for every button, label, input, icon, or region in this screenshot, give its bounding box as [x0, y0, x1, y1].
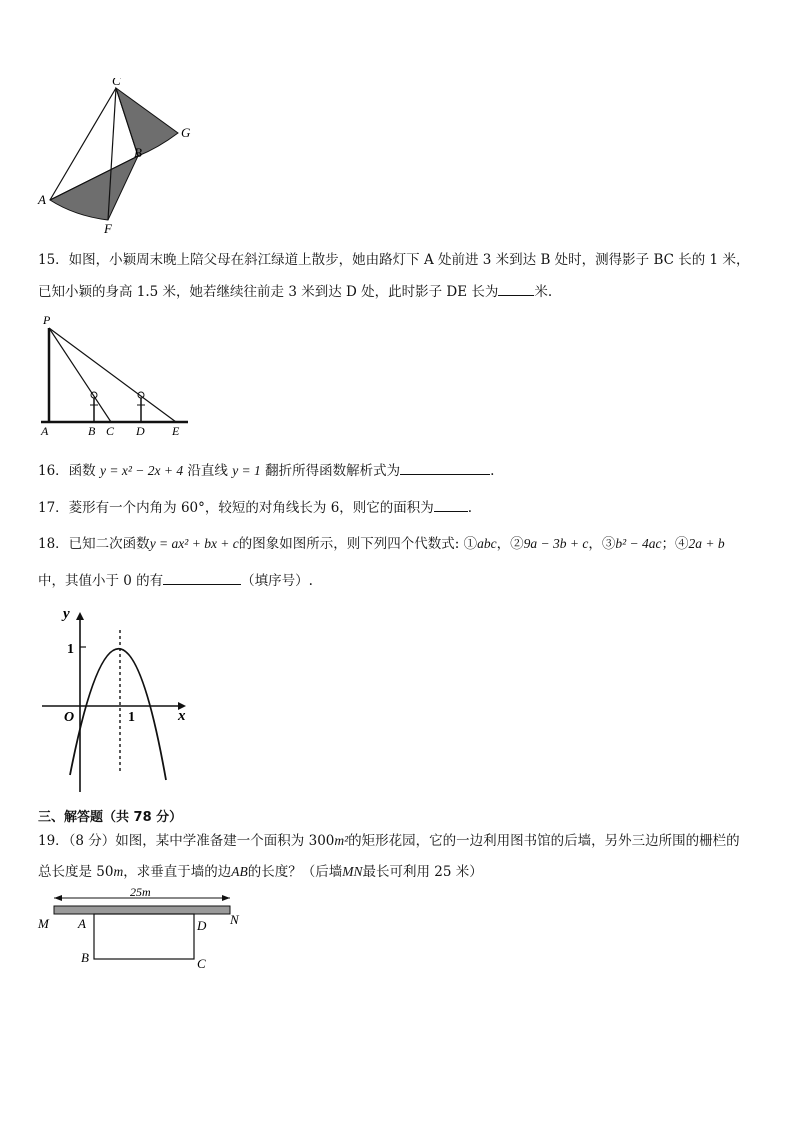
label-origin: O — [64, 710, 75, 725]
dimension-arrow-right — [222, 895, 230, 901]
library-wall-mn — [54, 906, 230, 914]
label-c: C — [197, 956, 206, 971]
question-18-line-1: 18．已知二次函数y = ax² + bx + c的图象如图所示，则下列四个代数式: ①abc，②9a − 3b + c，③b² − 4ac；④2a + b — [38, 536, 725, 552]
dimension-arrow-left — [54, 895, 62, 901]
label-length: 25m — [130, 885, 151, 899]
figure-14-triangle-sectors — [30, 78, 200, 238]
question-15-line-2: 已知小颖的身高 1.5 米，她若继续往前走 3 米到达 D 处，此时影子 DE 长为 米. — [38, 281, 552, 302]
label-y: y — [63, 606, 70, 622]
label-b: B — [81, 950, 89, 965]
answer-blank-18[interactable] — [163, 570, 241, 585]
section-3-title: 三、解答题（共 78 分） — [38, 810, 183, 825]
label-g: G — [181, 125, 191, 140]
label-c: C — [112, 78, 121, 88]
figure-18-parabola — [36, 600, 196, 800]
garden-rectangle — [94, 914, 194, 959]
question-15-line-1: 15．如图，小颖周末晚上陪父母在斜江绿道上散步，她由路灯下 A 处前进 3 米到达 B 处时，测得影子 BC 长的 1 米， — [38, 252, 750, 268]
label-a: A — [38, 192, 46, 207]
label-p: P — [43, 313, 51, 327]
y-axis-arrow — [76, 612, 84, 620]
label-c: C — [106, 424, 115, 438]
question-18-line-2: 中，其值小于 0 的有 （填序号）. — [38, 570, 313, 591]
light-ray-to-e — [49, 328, 176, 422]
label-e: E — [172, 424, 180, 438]
answer-blank-15[interactable] — [498, 281, 534, 296]
label-one-y: 1 — [67, 642, 74, 657]
label-n: N — [230, 912, 239, 927]
question-17: 17．菱形有一个内角为 60°，较短的对角线长为 6，则它的面积为 . — [38, 497, 472, 518]
line-y-equals-1: y = 1 — [232, 463, 261, 478]
label-d: D — [136, 424, 145, 438]
label-x: x — [178, 708, 186, 724]
question-16: 16．函数 y = x² − 2x + 4 沿直线 y = 1 翻折所得函数解析式为 . — [38, 460, 494, 481]
label-d: D — [197, 918, 207, 933]
label-m: M — [38, 916, 49, 931]
label-a: A — [78, 916, 86, 931]
question-19-line-2: 总长度是 50m，求垂直于墙的边AB的长度？（后墙MN最长可利用 25 米） — [38, 864, 483, 880]
figure-19-garden — [34, 884, 254, 976]
light-ray-to-c — [49, 328, 111, 422]
label-b: B — [134, 145, 142, 160]
answer-blank-16[interactable] — [400, 460, 490, 475]
answer-blank-17[interactable] — [434, 497, 468, 512]
label-a: A — [41, 424, 49, 438]
parabola-curve — [70, 649, 166, 780]
question-19-line-1: 19．（8 分）如图，某中学准备建一个面积为 300m²的矩形花园，它的一边利用图书馆的后墙，另外三边所围的栅栏的 — [38, 833, 740, 849]
formula-18: y = ax² + bx + c — [149, 536, 239, 551]
label-b: B — [88, 424, 96, 438]
figure-15-streetlight — [36, 312, 196, 438]
label-one-x: 1 — [128, 710, 135, 725]
shaded-sector-upper — [116, 88, 178, 156]
formula-16: y = x² − 2x + 4 — [99, 463, 184, 478]
label-f: F — [104, 221, 112, 236]
shaded-sector-lower — [50, 156, 138, 220]
